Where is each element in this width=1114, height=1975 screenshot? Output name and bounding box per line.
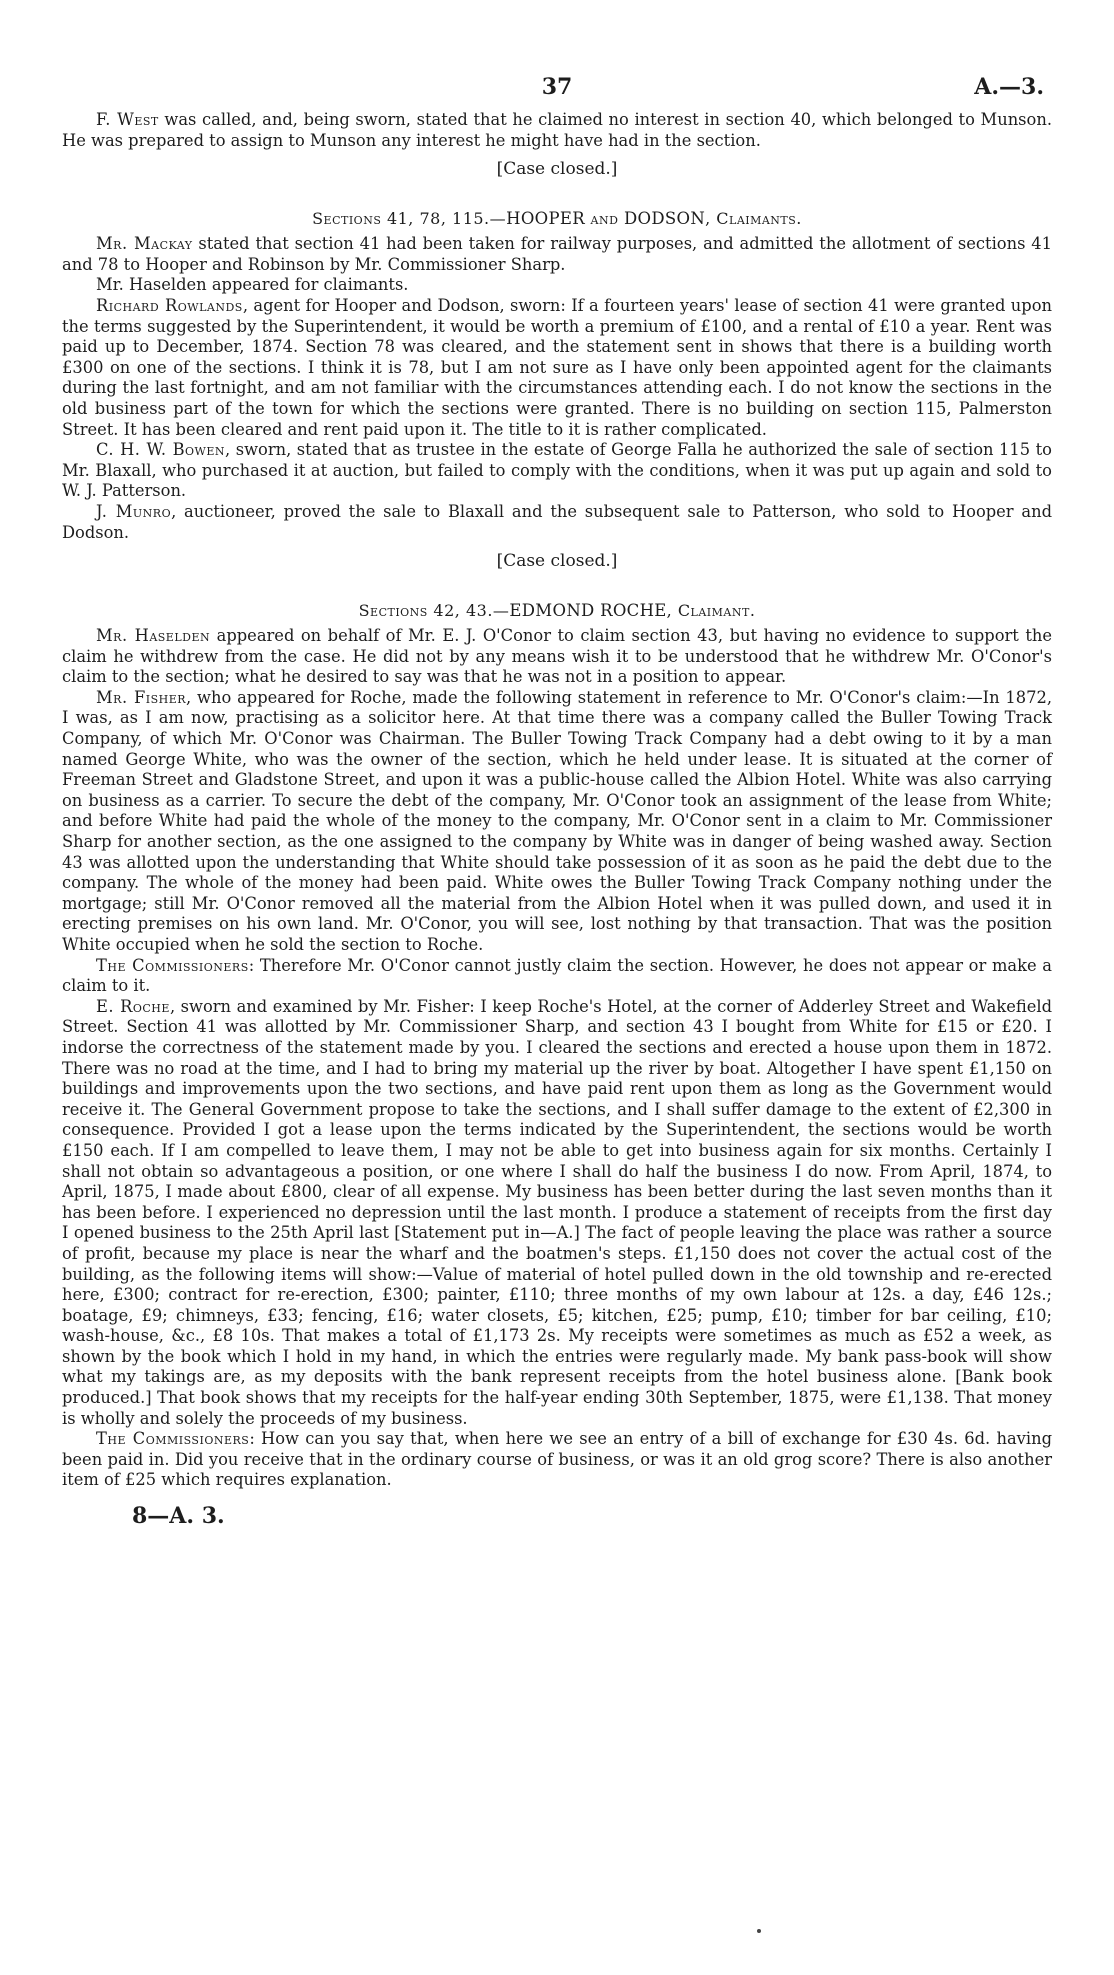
paragraph-text: : How can you say that, when here we see an entry of a bill of exchange for £30 4s. 6d. having been paid in. Did you receive that in the ordinary course of business, or was it an old grog score? There is also another item of £25 which requires explanation. — [62, 1429, 1052, 1490]
heading-and: and — [584, 209, 625, 229]
speaker-name: J. Munro — [96, 501, 172, 521]
heading-role: , Claimants. — [705, 209, 802, 229]
heading-claimant: HOOPER — [506, 209, 585, 229]
speaker-name: Mr. Haselden — [96, 626, 211, 646]
speaker-name: Mr. Fisher — [96, 687, 187, 707]
paragraph-munro — [62, 502, 1052, 543]
paragraph-rowlands — [62, 296, 1052, 440]
paragraph-haselden-appearance — [62, 275, 1052, 296]
speaker-name: The Commissioners — [96, 955, 249, 975]
paragraph-west-statement — [62, 110, 1052, 151]
speaker-name: F. West — [96, 110, 159, 129]
paragraph-commissioners-2 — [62, 1429, 1052, 1491]
section-heading-hooper-dodson — [62, 208, 1052, 230]
paragraph-mackay — [62, 234, 1052, 275]
document-page — [62, 70, 1052, 1529]
case-closed-note: [Case closed.] — [496, 159, 618, 180]
ink-speck — [757, 1929, 761, 1933]
paragraph-text: was called, and, being sworn, stated that he claimed no interest in section 40, which belonged to Munson. He was prepared to assign to Munson any interest he might have had in the section. — [62, 110, 1053, 150]
paragraph-text: Mr. Haselden appeared for claimants. — [96, 275, 409, 295]
paragraph-haselden — [62, 626, 1052, 688]
paragraph-commissioners-1 — [62, 956, 1052, 997]
paragraph-text: , auctioneer, proved the sale to Blaxall and the subsequent sale to Patterson, who sold to Hooper and Dodson. — [62, 501, 1052, 542]
heading-role: , Claimant. — [666, 601, 756, 621]
footer-signature: 8—A. 3. — [132, 1503, 225, 1530]
heading-sections: Sections 42, 43.— — [358, 601, 510, 621]
paragraph-roche-testimony — [62, 997, 1052, 1429]
paragraph-text: , sworn, stated that as trustee in the estate of George Falla he authorized the sale of section 115 to Mr. Blaxall, who purchased it at auction, but failed to comply with the conditions, when it was put up again and sold to W. J. Patterson. — [62, 440, 1052, 501]
page-reference: A.—3. — [974, 74, 1044, 100]
heading-sections: Sections 41, 78, 115.— — [312, 209, 507, 229]
paragraph-text: , sworn and examined by Mr. Fisher: I keep Roche's Hotel, at the corner of Adderley Street and Wakefield Street. Section 41 was allotted by Mr. Commissioner Sharp, and section 43 I bought from White for £15 or £20. I indorse the correctness of the statement made by you. I cleared the sections and erected a house upon them in 1872. There was no road at the time, and I had to bring my material up the river by boat. Altogether I have spent £1,150 on buildings and improvements upon the two sections, and have paid rent upon them as long as the Government would receive it. The General Government propose to take the sections, and I shall suffer damage to the extent of £2,300 in consequence. Provided I got a lease upon the terms indicated by the Superintendent, the sections would be worth £150 each. If I am compelled to leave them, I may not be able to get into business again for six months. Certainly I shall not obtain so advantageous a position, or one where I shall do half the business I do now. From April, 1874, to April, 1875, I made about £800, clear of all expense. My business has been better during the last seven months than it has been before. I experienced no depression until the last month. I produce a statement of receipts from the first day I opened business to the 25th April last [Statement put in—A.] The fact of people leaving the place was rather a source of profit, because my place is near the wharf and the boatmen's steps. £1,150 does not cover the actual cost of the building, as the following items will show:—Value of material of hotel pulled down in the old township and re-erected here, £300; contract for re-erection, £300; painter, £110; three months of my own labour at 12s. a day, £46 12s.; boatage, £9; chimneys, £33; fencing, £16; water closets, £5; kitchen, £25; pump, £10; timber for bar ceiling, £10; wash-house, &c., £8 10s. That makes a total of £1,173 2s. My receipts were sometimes as much as £52 a week, as shown by the book which I hold in my hand, in which the entries were regularly made. My bank pass-book will show what my takings are, as my deposits with the bank represent receipts from the hotel business alone. [Bank book produced.] That book shows that my receipts for the half-year ending 30th September, 1875, were £1,138. That money is wholly and solely the proceeds of my business. — [62, 996, 1052, 1428]
speaker-name: Richard Rowlands — [96, 295, 243, 315]
paragraph-text: , who appeared for Roche, made the following statement in reference to Mr. O'Conor's claim:—In 1872, I was, as I am now, practising as a solicitor here. At that time there was a company called the Buller Towing Track Company, of which Mr. O'Conor was Chairman. The Buller Towing Track Company had a debt owing to it by a man named George White, who was the owner of the section, which he held under lease. It is situated at the corner of Freeman Street and Gladstone Street, and upon it was a public-house called the Albion Hotel. White was also carrying on business as a carrier. To secure the debt of the company, Mr. O'Conor took an assignment of the lease from White; and before White had paid the whole of the money to the company, Mr. O'Conor sent in a claim to Mr. Commissioner Sharp for another section, as the one assigned to the company by White was in danger of being washed away. Section 43 was allotted upon the understanding that White should take possession of it as soon as he paid the debt due to the company. The whole of the money had been paid. White owes the Buller Towing Track Company nothing under the mortgage; still Mr. O'Conor removed all the material from the Albion Hotel when it was pulled down, and used it in erecting premises on his own land. Mr. O'Conor, you will see, lost nothing by that transaction. That was the position White occupied when he sold the section to Roche. — [62, 687, 1052, 954]
speaker-name: Mr. Mackay — [96, 234, 193, 254]
speaker-name: C. H. W. Bowen — [96, 440, 226, 460]
section-heading-roche — [62, 600, 1052, 622]
paragraph-text: : Therefore Mr. O'Conor cannot justly claim the section. However, he does not appear or make a claim to it. — [62, 955, 1052, 996]
paragraph-fisher — [62, 688, 1052, 956]
page-number: 37 — [541, 74, 573, 100]
heading-claimant: EDMOND ROCHE — [509, 601, 667, 621]
speaker-name: E. Roche — [96, 996, 170, 1016]
speaker-name: The Commissioners — [96, 1429, 250, 1449]
paragraph-text: appeared on behalf of Mr. E. J. O'Conor to claim section 43, but having no evidence to support the claim he withdrew from the case. He did not by any means wish it to be understood that he withdrew Mr. O'Conor's claim to the section; what he desired to say was that he was not in a position to appear. — [62, 626, 1052, 687]
page-header — [62, 70, 1052, 110]
paragraph-text: , agent for Hooper and Dodson, sworn: If a fourteen years' lease of section 41 were granted upon the terms suggested by the Superintendent, it would be worth a premium of £100, and a rental of £10 a year. Rent was paid up to December, 1874. Section 78 was cleared, and the statement sent in shows that there is a building worth £300 on one of the sections. I think it is 78, but I am not sure as I have only been appointed agent for the claimants during the last fortnight, and am not familiar with the circumstances attending each. I do not know the sections in the old business part of the town for which the sections were granted. There is no building on section 115, Palmerston Street. It has been cleared and rent paid upon it. The title to it is rather complicated. — [62, 295, 1052, 439]
case-closed-note: [Case closed.] — [496, 551, 618, 572]
paragraph-text: stated that section 41 had been taken for railway purposes, and admitted the allotment of sections 41 and 78 to Hooper and Robinson by Mr. Commissioner Sharp. — [62, 234, 1052, 274]
heading-claimant-2: DODSON — [624, 209, 706, 229]
paragraph-bowen — [62, 440, 1052, 502]
